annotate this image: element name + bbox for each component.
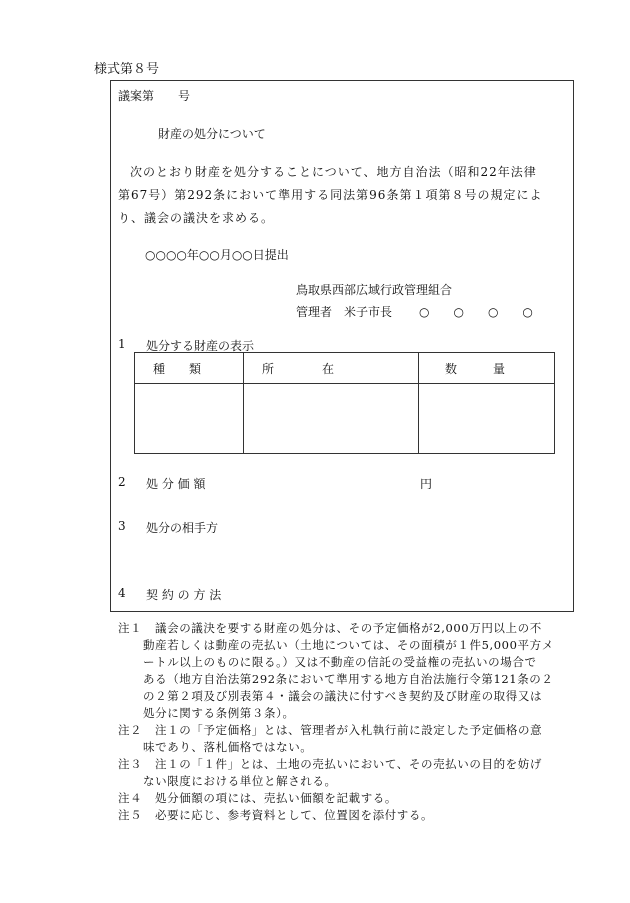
- note-1-line-5: の２第２項及び別表第４・議会の議決に付すべき契約及び財産の取得又は: [143, 689, 543, 703]
- section-4-number: 4: [118, 586, 126, 600]
- section-1-title: 処分する財産の表示: [146, 339, 255, 353]
- note-2-line-2: 味であり、落札価格ではない。: [143, 740, 313, 754]
- header-quantity: [419, 353, 555, 384]
- section-4-title: 契 約 の 方 法: [146, 588, 222, 602]
- note-1-line-1: 議会の議決を要する財産の処分は、その予定価格が2,000万円以上の不: [155, 621, 542, 635]
- section-3-number: 3: [118, 519, 126, 533]
- note-3-label: 注３: [118, 757, 143, 771]
- submit-date: ○○○○年○○月○○日提出: [145, 248, 289, 262]
- note-3-line-2: ない限度における単位と解される。: [143, 774, 337, 788]
- note-1-line-4: ある（地方自治法第292条において準用する地方自治法施行令第121条の２: [143, 672, 554, 686]
- note-1-line-2: 動産若しくは動産の売払い（土地については、その面積が１件5,000平方メ: [143, 638, 554, 652]
- bill-number: 議案第 号: [118, 89, 191, 103]
- note-3-line-1: 注１の「１件」とは、土地の売払いにおいて、その売払いの目的を妨げ: [155, 757, 542, 771]
- cell-quantity: [419, 384, 555, 454]
- section-1-number: 1: [118, 337, 126, 351]
- cell-kind: [135, 384, 244, 454]
- header-kind: [135, 353, 244, 384]
- note-2-label: 注２: [118, 723, 143, 737]
- manager-title: 管理者 米子市長: [296, 305, 393, 319]
- body-line-2: 第67号）第292条において準用する同法第96条第１項第８号の規定によ: [118, 188, 543, 202]
- bill-subject: 財産の処分について: [158, 127, 266, 141]
- note-5-label: 注５: [118, 808, 143, 822]
- note-5-line-1: 必要に応じ、参考資料として、位置図を添付する。: [155, 808, 434, 822]
- note-4-label: 注４: [118, 791, 143, 805]
- note-1-label: 注１: [118, 621, 143, 635]
- section-3-title: 処分の相手方: [146, 521, 219, 535]
- note-1-line-3: ートル以上のものに限る。）又は不動産の信託の受益権の売払いの場合で: [143, 655, 537, 669]
- header-kind-label: 種 類: [153, 361, 202, 376]
- header-location-label: 所 在: [262, 361, 335, 376]
- note-2-line-1: 注１の「予定価格」とは、管理者が入札執行前に設定した予定価格の意: [155, 723, 543, 737]
- form-number: 様式第８号: [94, 62, 160, 77]
- header-quantity-label: 数 量: [445, 361, 506, 376]
- body-line-3: り、議会の議決を求める。: [118, 211, 275, 225]
- cell-location: [244, 384, 419, 454]
- manager-name: ○ ○ ○ ○: [419, 305, 539, 319]
- body-line-1: 次のとおり財産を処分することについて、地方自治法（昭和22年法律: [130, 165, 537, 179]
- price-unit: 円: [420, 477, 433, 491]
- property-table: [134, 352, 555, 454]
- section-2-number: 2: [118, 475, 126, 489]
- note-4-line-1: 処分価額の項には、売払い価額を記載する。: [155, 791, 397, 805]
- organization-name: 鳥取県西部広域行政管理組合: [296, 283, 453, 297]
- header-location: [244, 353, 419, 384]
- note-1-line-6: 処分に関する条例第３条）。: [143, 706, 295, 720]
- table-row: [135, 384, 555, 454]
- section-2-title: 処 分 価 額: [146, 477, 206, 491]
- property-table-header: [135, 353, 555, 384]
